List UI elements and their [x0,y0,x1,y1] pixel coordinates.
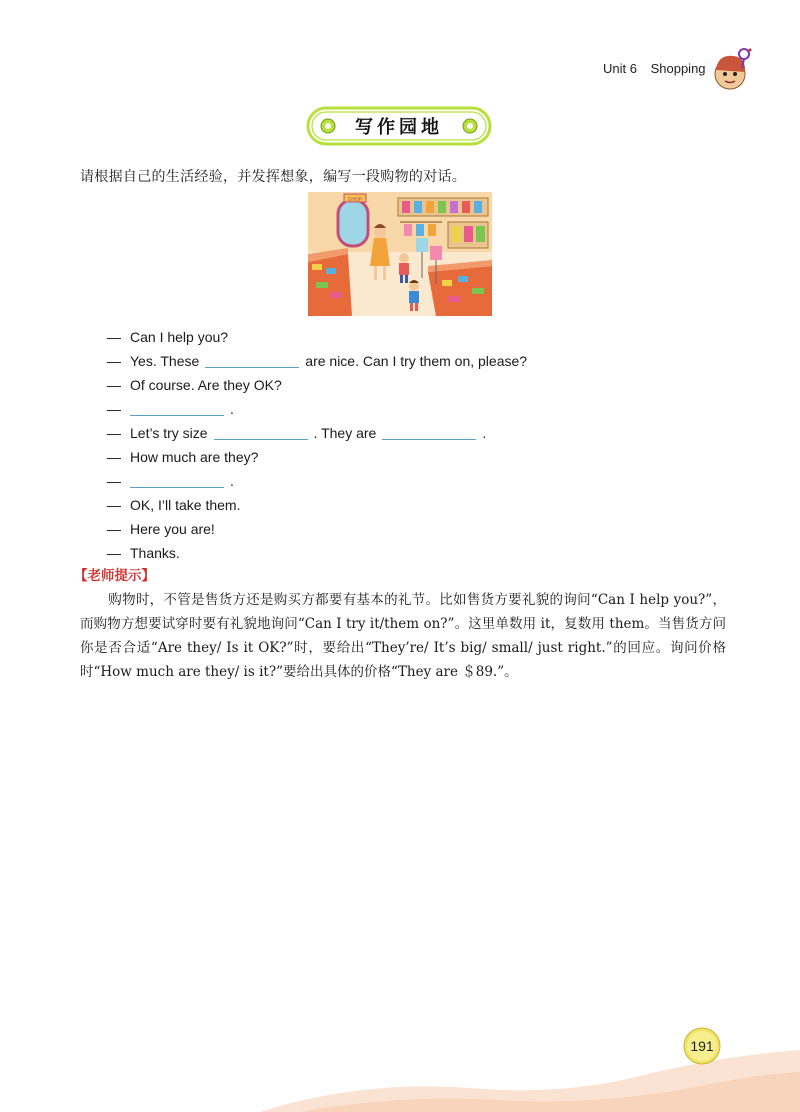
dash: — [107,473,121,489]
dialogue-line [107,491,667,515]
dialogue-line [107,515,667,539]
dialogue-text: Of course. Are they OK? [130,377,282,393]
answer-blank[interactable] [214,438,308,440]
instruction-text: 请根据自己的生活经验，并发挥想象，编写一段购物的对话。 [80,169,467,185]
dialogue-exercise [107,323,667,563]
dialogue-text: Let’s try size [130,425,208,441]
dialogue-text: . [482,425,487,441]
dash: — [107,497,121,513]
dialogue-text: Can I help you? [130,329,229,345]
footer-wave-decoration [0,1020,800,1112]
section-title: 写作园地 [355,117,443,138]
dialogue-text: . [230,401,234,417]
dialogue-text: Yes. These [130,353,200,369]
dialogue-line [107,395,667,419]
shop-illustration [308,192,492,316]
tip-text: 购物时，不管是售货方还是购买方都要有基本的礼节。比如售货方要礼貌的询问“Can I help you?”，而购物方想要试穿时要有礼貌地询问“Can I try it/them on?”。这里单数用 it，复数用 them。当售货方问你是否合适“Are they/ Is it OK?”时，要给出“They’re/ It’s big/ small/ just right.”的回应。询问价格时“How much are they/ is it?”要给出具体的价格“They are ＄89.”。 [80,592,726,680]
tip-paragraph [80,588,726,684]
dialogue-line [107,539,667,563]
topic-label: Shopping [650,61,706,76]
dash: — [107,377,121,393]
dialogue-line [107,371,667,395]
dialogue-text: Here you are! [130,521,215,537]
answer-blank[interactable] [205,366,299,368]
dialogue-line [107,443,667,467]
running-header [603,61,706,76]
dialogue-line [107,419,667,443]
answer-blank[interactable] [382,438,476,440]
page-number-badge [682,1026,722,1066]
dash: — [107,401,121,417]
tip-heading: 【老师提示】 [74,568,155,584]
dialogue-text: How much are they? [130,449,259,465]
dialogue-text: . They are [313,425,377,441]
shop-sign: SHOP [348,197,362,203]
mascot-icon [708,46,754,92]
dash: — [107,545,121,561]
dash: — [107,521,121,537]
answer-blank[interactable] [130,486,224,488]
dialogue-text: OK, I’ll take them. [130,497,241,513]
unit-label: Unit 6 [603,61,637,76]
dash: — [107,353,121,369]
dialogue-line [107,347,667,371]
section-title-banner [306,106,492,146]
dialogue-text: are nice. Can I try them on, please? [305,353,528,369]
dash: — [107,425,121,441]
dialogue-line [107,323,667,347]
dialogue-text: Thanks. [130,545,180,561]
answer-blank[interactable] [130,414,224,416]
dialogue-line [107,467,667,491]
page-number: 191 [690,1038,714,1054]
dash: — [107,329,121,345]
dialogue-text: . [230,473,234,489]
dash: — [107,449,121,465]
